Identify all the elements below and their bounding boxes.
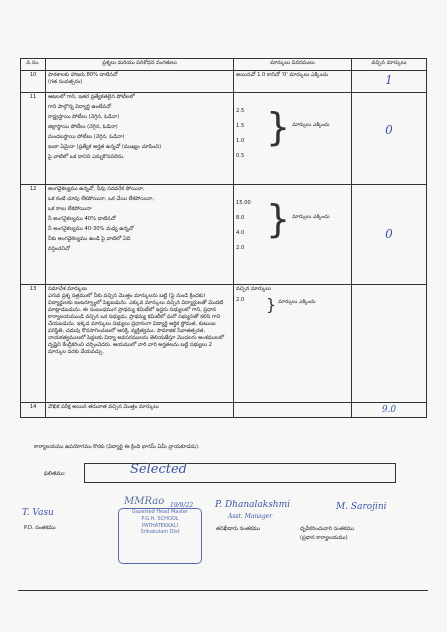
row-marks-obtained — [352, 185, 427, 285]
description-line: నీ అంగవైకల్యము 40-30% మధ్య ఉన్నచో — [48, 226, 134, 233]
hm-signature-date: 19/9/22 — [170, 502, 194, 509]
marks-note: అయినచో 1.0 కానిచో '0' మార్కులు ఎక్కించు — [236, 72, 329, 78]
description-line: ఆటలలో గాని, ఇతర ప్రత్యేకతలైన పోటీలలో — [48, 94, 135, 100]
marks-value: 1.5 — [236, 123, 245, 130]
description-line: ఎగువ ప్రశ్న సత్రములో నీకు వచ్చిన మొత్తం మార్కులను బట్టి (పై నుండి క్రిందకు) విద్యార్థులకు ఇంటర్వ్యూలో పెట్టబడును. ఎక్కువ మార్కులు వచ్చిన విద్యార్థులతో మొదటి మాట్లాడబడును. ఈ సంబంధముగ ప్రాథమ్య కమిటీలో ఇద్దరు సభ్యులలో గాని, ప్రధాన కార్యాలయముండి వచ్చిన ఒక సభ్యుడు, ప్రాథమ్య కమిటీలో మరో సభ్యునితో కలిసి గాని చేయబడును. ఇక్కడ మార్కులు సభ్యులు ప్రధానంగా విద్యార్థి ఆర్థిక స్థోమత, కుటుంబ పరిస్థితి, చదువు కొనసాగించుటలో ఆసక్తి, వ్యక్తిత్వము, సామాజిక సేవాతత్పరత, నాయకత్వములలో పెద్దలకు విద్యా అవసరములను తెలియజేస్తూ మొదలగు అంశములలో దృష్టిని కేంద్రీకరించి చర్చించెదరు. ఆయములో వారి వారి అర్హతలను బట్టి సభ్యులు 2 మార్కుల వరకు వేయవచ్చు. — [48, 293, 225, 356]
row-marks-obtained — [352, 71, 427, 93]
row-serial: 12 — [21, 185, 46, 285]
office-use-note: కార్యాలయము ఉపయోగము కొరకు (విద్యార్థి ఈ క్రింది భాగమ్ ఏమీ వ్రాయకూడదు). — [34, 444, 200, 450]
brace-glyph: } — [266, 197, 291, 241]
description-line: ఒక కంటి చూపు లేకపోయినా, ఒక చేయి లేకపోయినా, — [48, 196, 155, 203]
marks-values — [236, 297, 264, 304]
verifier-signature: M. Sarojini — [336, 502, 387, 512]
stamp-line: P.G.H. SCHOOL — [141, 515, 179, 522]
pd-signature-label: P.D. సంతకము — [24, 525, 56, 531]
inspector-designation: Asst. Manager — [228, 513, 273, 520]
marks-values-group — [236, 105, 349, 168]
verifier-signature-label: ధృవీకరించువారి సంతకము — [300, 526, 354, 532]
description-line: అంగవైకల్యము ఉన్నచో, నీవు సదవరేక పోయినా, — [48, 186, 145, 192]
description-line: మండలస్థాయి పోటీలు (నెగ్గిన, ఓడినా) — [48, 134, 125, 141]
row-marks-details — [234, 403, 352, 418]
brace-glyph: } — [266, 105, 291, 149]
marks-table — [20, 58, 427, 418]
description-line: పాఠశాలకు హాజరు 80% దాటినచో — [48, 72, 118, 78]
marks-values-group — [236, 197, 349, 260]
marks-value: 0.5 — [236, 153, 245, 160]
pd-signature: T. Vasu — [22, 508, 54, 518]
row-marks-details — [234, 185, 352, 285]
marks-instruction: మార్కులు ఎక్కించు — [278, 299, 316, 306]
row-marks-obtained — [352, 285, 427, 403]
stamp-line: Srikakulam Dist — [140, 529, 180, 536]
header-marks-details: మార్కులు వివరములు — [234, 59, 352, 71]
description-line: (గత సంవత్సరం) — [48, 79, 83, 86]
marks-value: 2.5 — [236, 108, 245, 114]
marks-instruction: మార్కులు ఎక్కించు — [292, 214, 330, 220]
row-serial: 11 — [21, 93, 46, 185]
row-description — [46, 185, 234, 285]
obtained-value: 0 — [385, 227, 393, 241]
row-description — [46, 285, 234, 403]
description-line: వౌఖిక పరీక్ష అయిన తరువాత వచ్చిన మొత్తం మార్కులు — [48, 404, 159, 410]
hm-signature: MMRao — [124, 496, 165, 507]
row-description — [46, 71, 234, 93]
description-line: వర్తించనిచో — [48, 246, 70, 253]
table-header-row — [21, 59, 427, 71]
row-serial: 13 — [21, 285, 46, 403]
marks-values-group — [236, 297, 349, 313]
header-serial: వ.సం. — [21, 59, 46, 71]
row-marks-details — [234, 71, 352, 93]
description-line: ఒక కాలు లేకపోయినా — [48, 206, 92, 213]
bottom-rule — [18, 590, 428, 591]
row-description — [46, 93, 234, 185]
table-row — [21, 93, 427, 185]
marks-value: 2.0 — [236, 245, 245, 252]
verifier-office-label: (ప్రధాన కార్యాలయము) — [300, 535, 348, 541]
row-description — [46, 403, 234, 418]
row-marks-details — [234, 93, 352, 185]
description-line: సమాచేశ మార్కులు — [48, 286, 88, 292]
inspector-signature: P. Dhanalakshmi — [215, 500, 291, 510]
marks-value: 8.0 — [236, 215, 245, 222]
brace-glyph: } — [266, 295, 277, 315]
table-row — [21, 285, 427, 403]
row-serial: 14 — [21, 403, 46, 418]
table-row — [21, 403, 427, 418]
description-line: ఇంకా ఏమైనా (ప్రత్యేక అర్హత ఉన్నచో (ముఖ్యం చూపించి) — [48, 144, 162, 151]
stamp-line: PATHATEKKALI — [142, 522, 178, 529]
marks-note: వచ్చిన మార్కులు — [236, 286, 271, 292]
description-line: రాష్ట్రస్థాయి పోటీలు (నెగ్గిన, ఓడినా) — [48, 114, 120, 121]
marks-values — [236, 108, 264, 168]
row-marks-details — [234, 285, 352, 403]
row-marks-obtained — [352, 93, 427, 185]
header-marks-obtained: వచ్చిన మార్కులు — [352, 59, 427, 71]
table-row — [21, 71, 427, 93]
marks-value: 2.0 — [236, 297, 245, 304]
row-serial: 10 — [21, 71, 46, 93]
description-line: నీకు అంగవైకల్యము ఉండి పై వాటిలో ఏది — [48, 236, 131, 243]
description-line: జిల్లాస్థాయి పోటీలు (నెగ్గిన, ఓడినా) — [48, 124, 118, 131]
description-line: గాని పాల్గొన్న విద్యార్థి ఉంటేవచో — [48, 104, 111, 111]
marks-value: 1.0 — [236, 138, 245, 145]
row-marks-obtained — [352, 403, 427, 418]
result-value: Selected — [130, 462, 187, 477]
school-stamp — [118, 508, 202, 564]
header-questions: ప్రశ్నలు మరియు పరిశోధన వంగతులు — [46, 59, 234, 71]
description-line: పై వాటిలో ఒక దానిని ఎన్నుకొనవలెను. — [48, 154, 125, 161]
obtained-value: 9.0 — [381, 405, 397, 415]
stamp-line: Gazetted Head Master — [131, 509, 189, 515]
marks-values — [236, 200, 264, 260]
marks-instruction: మార్కులు ఎక్కించు — [292, 122, 330, 128]
table-row — [21, 185, 427, 285]
inspector-signature-label: తనిఖీదారు సంతకము — [216, 526, 260, 532]
marks-value: 4.0 — [236, 230, 245, 237]
obtained-value: 0 — [385, 123, 393, 137]
result-label: ఫలితము: — [44, 471, 66, 477]
marks-value: 15.00 — [236, 200, 251, 206]
obtained-value: 1 — [385, 73, 393, 87]
description-line: నీ అంగవైకల్యము 40% దాటినచో — [48, 216, 116, 223]
